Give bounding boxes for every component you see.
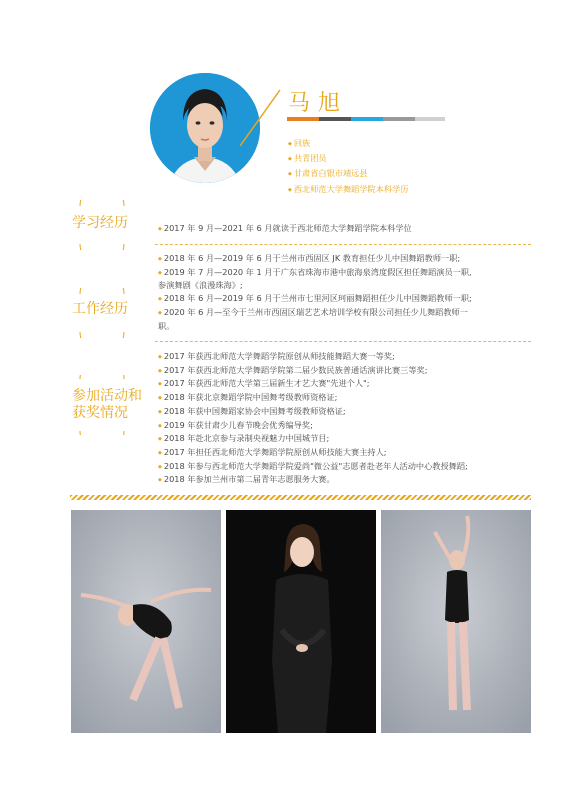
color-bar bbox=[287, 117, 445, 121]
divider bbox=[155, 341, 531, 342]
section-awards-label bbox=[72, 375, 142, 435]
decorative-line bbox=[240, 88, 282, 148]
list-item: ◆ 2020 年 6 月—至今于兰州市西固区瑞艺艺术培训学校有限公司担任少儿舞蹈教师一 bbox=[158, 306, 468, 317]
section-work-title: 工作经历 bbox=[72, 301, 128, 317]
section-education-title: 学习经历 bbox=[72, 215, 128, 231]
profile-details bbox=[288, 136, 409, 197]
list-item: ◆ 2017 年获西北师范大学舞蹈学院原创从师技能舞蹈大赛一等奖; bbox=[158, 351, 395, 361]
list-item: ◆ 2018 年赴北京参与录制央视魅力中国城节目; bbox=[158, 433, 330, 444]
detail-education: ◆ 西北师范大学舞蹈学院本科学历 bbox=[288, 182, 409, 197]
person-name: 马旭 bbox=[288, 91, 349, 116]
photo-dancer-arms-up bbox=[381, 510, 531, 733]
list-item: ◆ 2018 年获北京舞蹈学院中国舞考级教师资格证; bbox=[158, 392, 338, 403]
list-item: 参演舞剧《浪漫珠海》; bbox=[158, 280, 243, 291]
list-item: ◆ 2017 年 9 月—2021 年 6 月就读于西北师范大学舞蹈学院本科学位 bbox=[158, 223, 412, 233]
work-list bbox=[158, 252, 472, 332]
detail-ethnicity: ◆ 回族 bbox=[288, 136, 409, 151]
awards-list bbox=[158, 350, 468, 487]
section-awards-title-line1: 参加活动和 bbox=[72, 388, 142, 404]
list-item: ◆ 2017 年获西北师范大学舞蹈学院第二届少数民族普通话演讲比赛三等奖; bbox=[158, 364, 428, 375]
list-item: 职。 bbox=[158, 320, 175, 331]
list-item: ◆ 2018 年 6 月—2019 年 6 月于兰州市西固区 JK 教育担任少儿中国舞蹈教师一职; bbox=[158, 253, 461, 263]
list-item: ◆ 2018 年参与西北师范大学舞蹈学院爱尚"微公益"志愿者赴老年人活动中心教授舞蹈; bbox=[158, 460, 468, 471]
section-awards-title-line2: 获奖情况 bbox=[72, 405, 128, 421]
list-item: ◆ 2019 年获甘肃少儿春节晚会优秀编导奖; bbox=[158, 419, 313, 430]
detail-political: ◆ 共青团员 bbox=[288, 151, 409, 166]
detail-hometown: ◆ 甘肃省白银市靖远县 bbox=[288, 166, 409, 181]
photo-dancer-bend bbox=[71, 510, 221, 733]
list-item: ◆ 2018 年参加兰州市第二届青年志愿服务大赛。 bbox=[158, 474, 335, 485]
education-list bbox=[158, 222, 412, 236]
list-item: ◆ 2018 年获中国舞蹈家协会中国舞考级教师资格证; bbox=[158, 405, 346, 416]
hatched-divider bbox=[70, 495, 531, 500]
list-item: ◆ 2017 年获西北师范大学第三届新生才艺大赛"先进个人"; bbox=[158, 378, 370, 389]
list-item: ◆ 2019 年 7 月—2020 年 1 月于广东省珠海市港中旅海泉湾度假区担任舞蹈演员一职, bbox=[158, 266, 472, 277]
list-item: ◆ 2017 年担任西北师范大学舞蹈学院原创从师技能大赛主持人; bbox=[158, 446, 387, 457]
section-education-label bbox=[72, 200, 132, 250]
list-item: ◆ 2018 年 6 月—2019 年 6 月于兰州市七里河区珂丽舞蹈担任少儿中国舞蹈教师一职; bbox=[158, 293, 472, 304]
photo-portrait-black-dress bbox=[226, 510, 376, 733]
section-work-label bbox=[72, 288, 132, 338]
divider bbox=[155, 244, 531, 245]
